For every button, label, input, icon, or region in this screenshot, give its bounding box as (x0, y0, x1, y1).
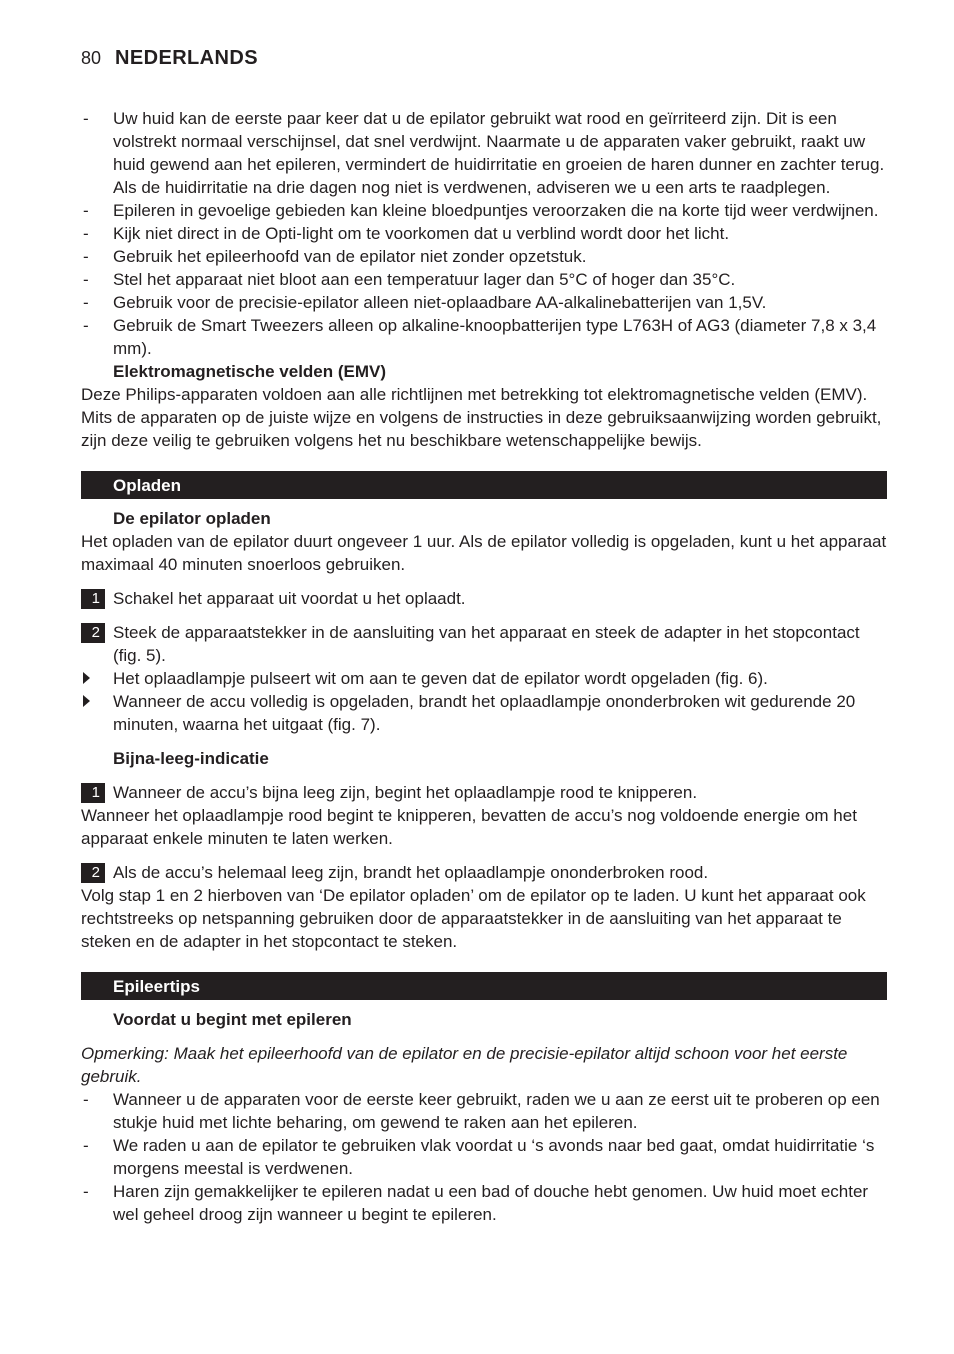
list-item: - Gebruik het epileerhoofd van de epilator niet zonder opzetstuk. (83, 247, 587, 266)
tips-bullet-list (81, 1088, 887, 1226)
list-item: - Uw huid kan de eerste paar keer dat u de epilator gebruikt wat rood en geïrriteerd zijn. Dit is een volstrekt normaal verschijnsel, dat snel verdwijnt. Naarmate u de apparaten vaker gebruikt, raakt uw huid gewend aan het epileren, vermindert de huidirritatie en groeien de haren dunner en zachter terug. Als de huidirritatie na drie dagen nog niet is verdwenen, adviseren we u een arts te raadplegen. (83, 109, 885, 197)
low-battery-heading: Bijna-leeg-indicatie (113, 749, 269, 768)
step-text: Schakel het apparaat uit voordat u het oplaadt. (113, 589, 466, 608)
list-item: - Gebruik de Smart Tweezers alleen op alkaline-knoopbatterijen type L763H of AG3 (diameter 7,8 x 3,4 mm). (83, 316, 877, 358)
note-paragraph: Opmerking: Maak het epileerhoofd van de epilator en de precisie-epilator altijd schoon voor het eerste gebruik. (81, 1044, 848, 1086)
low-battery-paragraph: Wanneer het oplaadlampje rood begint te knipperen, bevatten de accu’s nog voldoende energie om het apparaat enkele minuten te laten werken. (81, 806, 857, 848)
charging-heading: De epilator opladen (113, 509, 271, 528)
page-header (81, 47, 258, 70)
list-item: - Stel het apparaat niet bloot aan een temperatuur lager dan 5°C of hoger dan 35°C. (83, 270, 736, 289)
section-bar-epileertips: Epileertips (81, 972, 887, 1000)
emv-paragraph: Deze Philips-apparaten voldoen aan alle richtlijnen met betrekking tot elektromagnetische velden (EMV). Mits de apparaten op de juiste wijze en volgens de instructies in deze gebruiksaanwijzing worden gebruikt, zijn deze veilig te gebruiken volgens het nu beschikbare wetenschappelijke bewijs. (81, 385, 882, 450)
list-item: - Wanneer u de apparaten voor de eerste keer gebruikt, raden we u aan ze eerst uit te proberen op een stukje huid met lichte beharing, om gewend te raken aan het epileren. (83, 1090, 880, 1132)
step-number: 2 (81, 863, 105, 883)
step-item (81, 587, 887, 610)
language-title: NEDERLANDS (115, 47, 258, 69)
empty-battery-paragraph: Volg stap 1 en 2 hierboven van ‘De epilator opladen’ om de epilator op te laden. U kunt het apparaat ook rechtstreeks op netspanning gebruiken door de apparaatstekker in de aansluiting van het apparaat te steken en de adapter in het stopcontact te steken. (81, 886, 866, 951)
step-item (81, 861, 887, 884)
charging-paragraph: Het opladen van de epilator duurt ongeveer 1 uur. Als de epilator volledig is opgeladen, kunt u het apparaat maximaal 40 minuten snoerloos gebruiken. (81, 532, 887, 574)
section-bar-opladen: Opladen (81, 471, 887, 499)
intro-bullet-list (81, 107, 887, 360)
step-text: Als de accu’s helemaal leeg zijn, brandt het oplaadlampje ononderbroken rood. (113, 863, 709, 882)
list-item: - Haren zijn gemakkelijker te epileren nadat u een bad of douche hebt genomen. Uw huid moet echter wel geheel droog zijn wanneer u begint te epileren. (83, 1182, 869, 1224)
step-text: Wanneer de accu’s bijna leeg zijn, begint het oplaadlampje rood te knipperen. (113, 783, 698, 802)
result-text: Het oplaadlampje pulseert wit om aan te geven dat de epilator wordt opgeladen (fig. 6). (113, 669, 768, 688)
page-content (81, 107, 887, 1226)
step-number: 1 (81, 783, 105, 803)
list-item: - Epileren in gevoelige gebieden kan kleine bloedpuntjes veroorzaken die na korte tijd weer verdwijnen. (83, 201, 879, 220)
step-number: 1 (81, 589, 105, 609)
list-item: - We raden u aan de epilator te gebruiken vlak voordat u ‘s avonds naar bed gaat, omdat huidirritatie ‘s morgens meestal is verdwenen. (83, 1136, 875, 1178)
result-item (81, 667, 887, 690)
page-number: 80 (81, 48, 102, 68)
result-text: Wanneer de accu volledig is opgeladen, brandt het oplaadlampje ononderbroken wit gedurende 20 minuten, waarna het uitgaat (fig. 7). (113, 692, 856, 734)
step-number: 2 (81, 623, 105, 643)
step-item (81, 621, 887, 667)
triangle-bullet-icon (83, 672, 90, 684)
list-item: - Gebruik voor de precisie-epilator alleen niet-oplaadbare AA-alkalinebatterijen van 1,5V. (83, 293, 767, 312)
step-text: Steek de apparaatstekker in de aansluiting van het apparaat en steek de adapter in het stopcontact (fig. 5). (113, 623, 860, 665)
list-item: - Kijk niet direct in de Opti-light om te voorkomen dat u verblind wordt door het licht. (83, 224, 730, 243)
triangle-bullet-icon (83, 695, 90, 707)
step-item (81, 781, 887, 804)
before-epilating-heading: Voordat u begint met epileren (113, 1010, 352, 1029)
result-item (81, 690, 887, 736)
emv-heading: Elektromagnetische velden (EMV) (113, 362, 387, 381)
